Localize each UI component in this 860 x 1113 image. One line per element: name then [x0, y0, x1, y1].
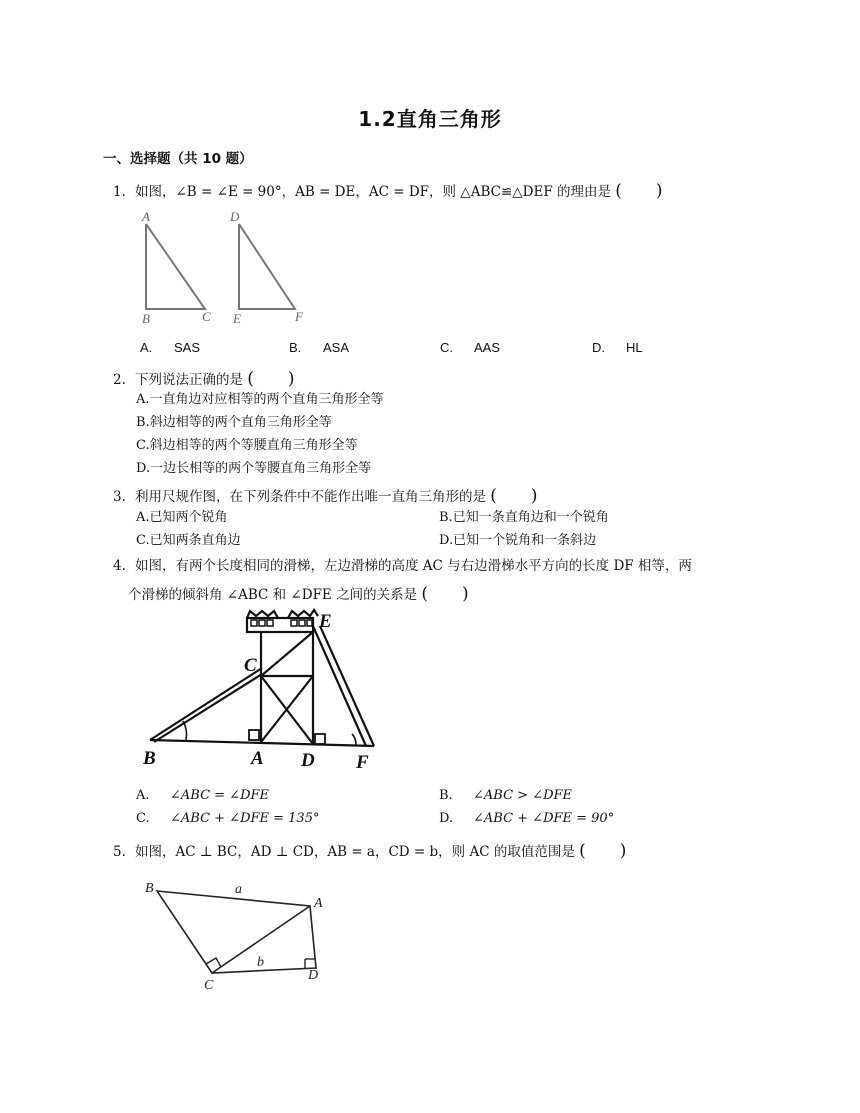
- answer-paren: ( ): [579, 841, 627, 861]
- question-number: 1.: [113, 184, 126, 200]
- question-1: [113, 176, 663, 201]
- answer-paren: ( ): [615, 181, 663, 201]
- label-A: A: [314, 896, 323, 911]
- q1-option-d[interactable]: [592, 340, 643, 355]
- q1-option-c[interactable]: [440, 340, 500, 355]
- section-heading: 一、选择题（共 10 题）: [103, 151, 253, 167]
- label-C: C: [204, 978, 214, 993]
- label-E: E: [319, 611, 332, 632]
- option-label: B.: [439, 788, 453, 803]
- option-text: HL: [626, 340, 643, 355]
- label-A: A: [142, 209, 150, 224]
- question-stem: 下列说法正确的是: [135, 372, 243, 388]
- option-label: C.: [136, 811, 150, 826]
- q2-option-a[interactable]: [136, 388, 384, 407]
- label-F: F: [295, 309, 303, 324]
- q3-option-d[interactable]: [439, 529, 596, 548]
- q4-option-d[interactable]: [439, 811, 614, 826]
- figure-q5-quadrilateral: [140, 872, 340, 997]
- question-4-line-2: [128, 579, 469, 604]
- option-text: 已知一条直角边和一个锐角: [452, 510, 609, 525]
- q3-option-c[interactable]: [136, 529, 241, 548]
- question-stem: 如图，∠B = ∠E = 90°，AB = DE，AC = DF，则 △ABC≌△DEF 的理由是: [135, 184, 611, 200]
- option-text: ∠ABC > ∠DFE: [473, 788, 573, 803]
- question-number: 3.: [113, 489, 126, 505]
- option-text: ∠ABC + ∠DFE = 135°: [170, 811, 320, 826]
- option-label: A.: [136, 392, 150, 407]
- page-title: 1.2直角三角形: [358, 107, 502, 131]
- option-text: ASA: [323, 340, 350, 355]
- option-label: D.: [136, 461, 151, 476]
- option-label: D.: [439, 533, 454, 548]
- label-D: D: [230, 209, 240, 224]
- question-stem: 利用尺规作图，在下列条件中不能作出唯一直角三角形的是: [135, 489, 486, 505]
- question-number: 5.: [113, 844, 126, 860]
- q1-option-a[interactable]: [140, 340, 200, 355]
- label-a: a: [235, 882, 242, 897]
- label-A: A: [251, 748, 264, 769]
- option-text: 一边长相等的两个等腰直角三角形全等: [150, 461, 372, 476]
- option-text: 一直角边对应相等的两个直角三角形全等: [149, 392, 384, 407]
- option-label: B.: [136, 415, 150, 430]
- label-D: D: [308, 968, 319, 983]
- q4-option-c[interactable]: [136, 811, 319, 826]
- q1-option-b[interactable]: [289, 340, 349, 355]
- q3-option-b[interactable]: [439, 506, 609, 525]
- answer-paren: ( ): [247, 369, 295, 389]
- option-label: A.: [136, 510, 150, 525]
- question-number: 4.: [113, 558, 126, 574]
- option-label: C.: [440, 340, 453, 355]
- option-label: A.: [140, 340, 153, 355]
- option-label: C.: [136, 438, 150, 453]
- option-label: A.: [136, 788, 150, 803]
- label-b: b: [257, 955, 264, 970]
- option-label: C.: [136, 533, 150, 548]
- option-text: 已知两个锐角: [149, 510, 228, 525]
- label-B: B: [143, 748, 156, 769]
- question-stem: 如图，AC ⊥ BC，AD ⊥ CD，AB = a，CD = b，则 AC 的取值范围是: [135, 844, 575, 860]
- q3-option-a[interactable]: [136, 506, 228, 525]
- label-B: B: [142, 311, 150, 326]
- option-label: B.: [439, 510, 453, 525]
- figure-q1-triangles: [135, 208, 315, 328]
- answer-paren: ( ): [490, 486, 538, 506]
- q2-option-c[interactable]: [136, 434, 358, 453]
- question-5: [113, 836, 626, 861]
- option-text: SAS: [174, 340, 201, 355]
- option-text: AAS: [474, 340, 501, 355]
- option-text: ∠ABC + ∠DFE = 90°: [473, 811, 615, 826]
- option-text: 斜边相等的两个直角三角形全等: [149, 415, 332, 430]
- option-label: D.: [592, 340, 605, 355]
- question-stem: 如图，有两个长度相同的滑梯，左边滑梯的高度 AC 与右边滑梯水平方向的长度 DF 相等，两: [135, 558, 692, 574]
- label-E: E: [233, 311, 241, 326]
- label-D: D: [301, 750, 315, 771]
- option-text: 斜边相等的两个等腰直角三角形全等: [149, 438, 358, 453]
- q4-option-b[interactable]: [439, 788, 572, 803]
- option-text: ∠ABC = ∠DFE: [170, 788, 270, 803]
- q2-option-b[interactable]: [136, 411, 332, 430]
- option-text: 已知一个锐角和一条斜边: [453, 533, 597, 548]
- option-text: 已知两条直角边: [149, 533, 241, 548]
- figure-q4-slides: [138, 606, 388, 776]
- answer-paren: ( ): [421, 584, 469, 604]
- option-label: D.: [439, 811, 454, 826]
- option-label: B.: [289, 340, 302, 355]
- question-3: [113, 481, 538, 506]
- question-stem: 个滑梯的倾斜角 ∠ABC 和 ∠DFE 之间的关系是: [128, 587, 418, 603]
- label-C: C: [202, 309, 211, 324]
- q4-option-a[interactable]: [136, 788, 269, 803]
- label-F: F: [356, 752, 369, 773]
- question-number: 2.: [113, 372, 126, 388]
- question-2: [113, 364, 295, 389]
- q2-option-d[interactable]: [136, 457, 371, 476]
- label-B: B: [145, 881, 154, 896]
- label-C: C: [244, 655, 257, 676]
- question-4-line-1: [113, 554, 692, 574]
